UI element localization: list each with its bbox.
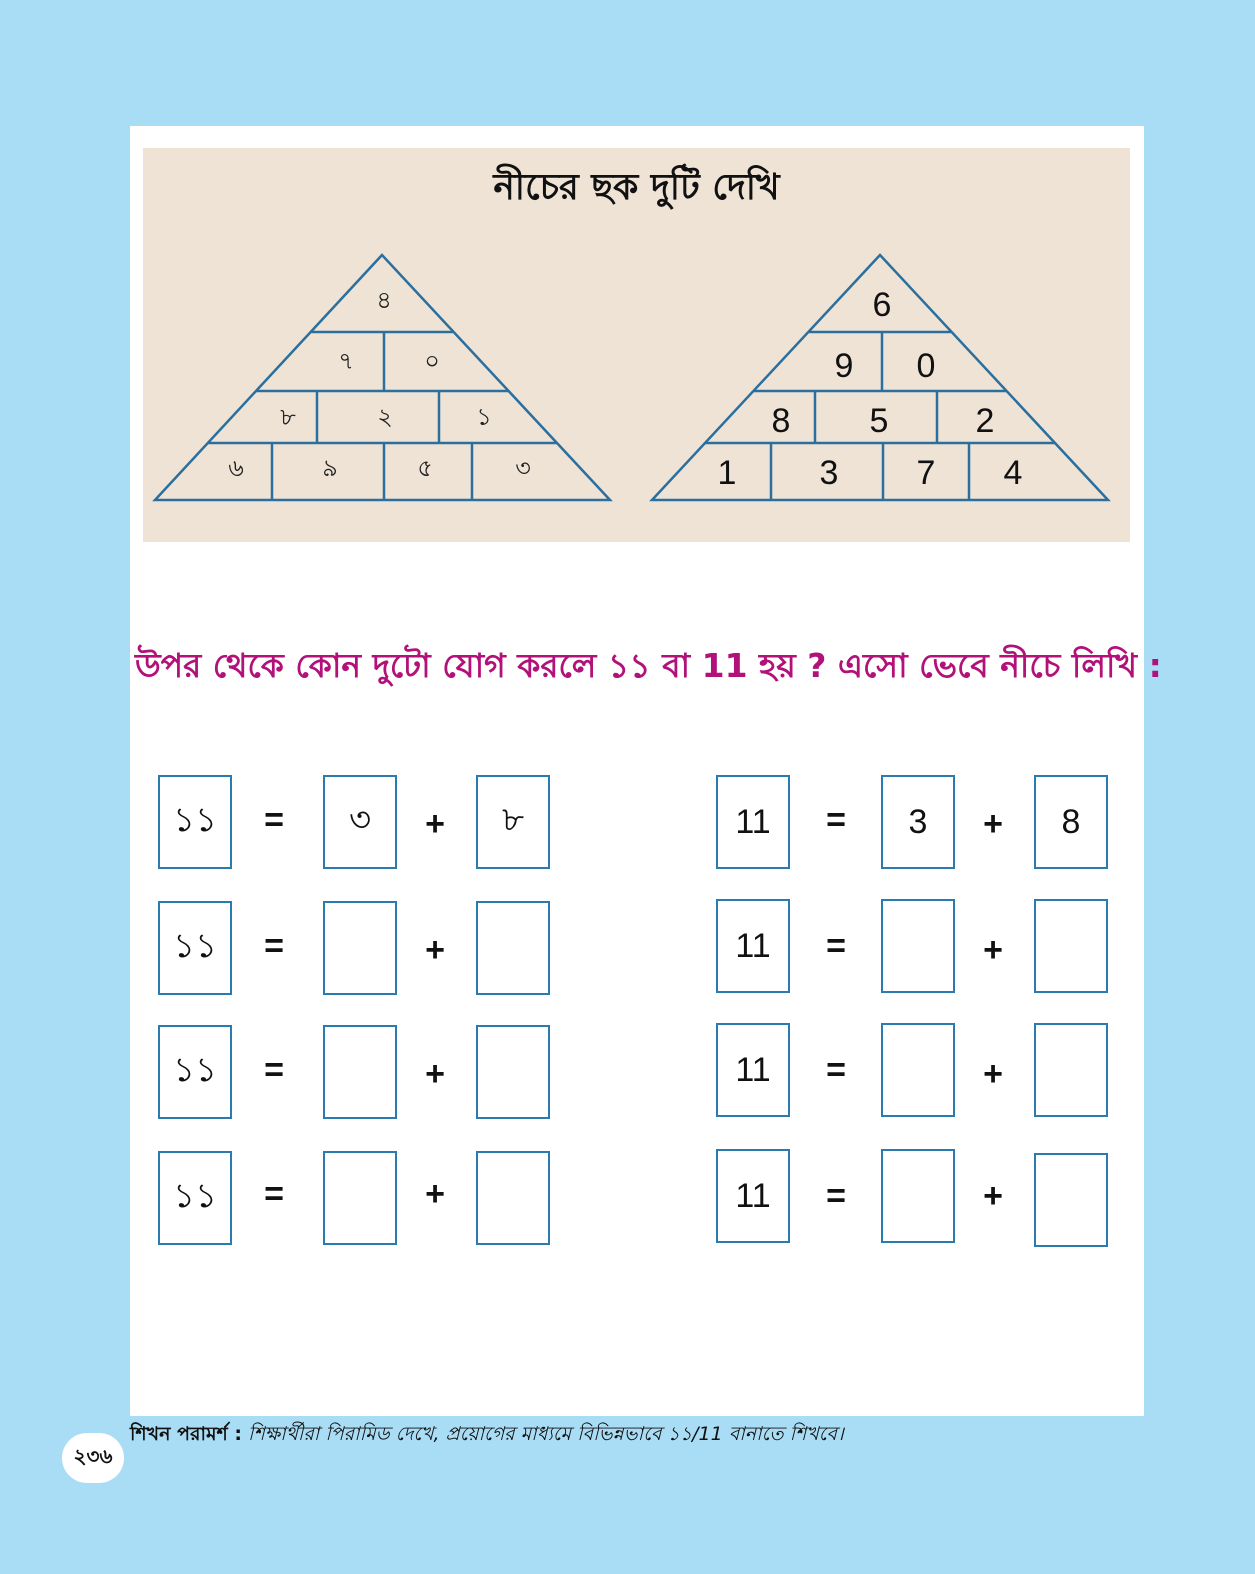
equals-sign: =: [264, 1175, 284, 1213]
pyramid-bengali-cell: ১: [476, 403, 492, 431]
plus-sign: +: [983, 1177, 1003, 1215]
total-box: ১১: [158, 1025, 232, 1119]
plus-sign: +: [983, 931, 1003, 969]
pyramid-bengali-cell: ৬: [228, 454, 244, 482]
pyramid-bengali-cell: ২: [377, 403, 393, 431]
pyramids-figure: [0, 0, 1255, 600]
equals-sign: =: [264, 1051, 284, 1089]
total-box: 11: [716, 1149, 790, 1243]
pyramid-english-cell: 0: [916, 347, 936, 385]
plus-sign: +: [425, 1055, 445, 1093]
pyramid-english-cell: 5: [869, 402, 889, 440]
plus-sign: +: [425, 931, 445, 969]
addend-b-input[interactable]: [476, 1151, 550, 1245]
pyramid-english-cell: 9: [834, 347, 854, 385]
panel-title: নীচের ছক দুটি দেখি: [493, 167, 780, 208]
addend-b-input[interactable]: [1034, 1023, 1108, 1117]
addend-a-input[interactable]: [881, 1023, 955, 1117]
pyramid-bengali-cell: ৩: [515, 454, 531, 482]
total-box: 11: [716, 775, 790, 869]
addend-a-input[interactable]: ৩: [323, 775, 397, 869]
total-box: 11: [716, 1023, 790, 1117]
pyramid-english-cell: 8: [771, 402, 791, 440]
equals-sign: =: [264, 927, 284, 965]
addend-b-input[interactable]: ৮: [476, 775, 550, 869]
plus-sign: +: [983, 805, 1003, 843]
addend-a-input[interactable]: [881, 899, 955, 993]
pyramid-english-cell: 3: [819, 454, 839, 492]
addend-a-input[interactable]: [323, 1151, 397, 1245]
question-text: উপর থেকে কোন দুটো যোগ করলে ১১ বা 11 হয় ? এসো ভেবে নীচে লিখি :: [135, 646, 1162, 685]
equals-sign: =: [826, 1051, 846, 1089]
pyramid-english-cell: 6: [872, 286, 892, 324]
addend-b-input[interactable]: 8: [1034, 775, 1108, 869]
pyramid-english-cell: 7: [916, 454, 936, 492]
pyramid-bengali-cell: ৮: [280, 403, 296, 431]
pyramid-bengali-cell: ০: [424, 347, 440, 375]
total-box: ১১: [158, 775, 232, 869]
equals-sign: =: [826, 801, 846, 839]
pyramid-english-cell: 1: [717, 454, 737, 492]
total-box: ১১: [158, 901, 232, 995]
plus-sign: +: [425, 805, 445, 843]
addend-b-input[interactable]: [1034, 899, 1108, 993]
pyramid-english-cell: 4: [1003, 454, 1023, 492]
equals-sign: =: [264, 801, 284, 839]
plus-sign: +: [983, 1055, 1003, 1093]
page-number: ২৩৬: [62, 1433, 124, 1483]
equals-sign: =: [826, 927, 846, 965]
teaching-note-label: শিখন পরামর্শ :: [130, 1423, 242, 1445]
addend-a-input[interactable]: [323, 1025, 397, 1119]
pyramid-bengali-cell: ৭: [338, 347, 354, 375]
addend-a-input[interactable]: [323, 901, 397, 995]
addend-b-input[interactable]: [476, 1025, 550, 1119]
addend-b-input[interactable]: [476, 901, 550, 995]
total-box: ১১: [158, 1151, 232, 1245]
pyramid-bengali-cell: ৯: [322, 454, 338, 482]
pyramid-english-cell: 2: [975, 402, 995, 440]
addend-a-input[interactable]: 3: [881, 775, 955, 869]
teaching-note: [130, 1420, 844, 1452]
total-box: 11: [716, 899, 790, 993]
pyramid-bengali-cell: ৪: [376, 286, 392, 314]
pyramid-bengali-cell: ৫: [417, 454, 433, 482]
addend-b-input[interactable]: [1034, 1153, 1108, 1247]
plus-sign: +: [425, 1175, 445, 1213]
addend-a-input[interactable]: [881, 1149, 955, 1243]
teaching-note-text: শিক্ষার্থীরা পিরামিড দেখে, প্রয়োগের মাধ্যমে বিভিন্নভাবে ১১/11 বানাতে শিখবে।: [248, 1423, 844, 1445]
equals-sign: =: [826, 1177, 846, 1215]
